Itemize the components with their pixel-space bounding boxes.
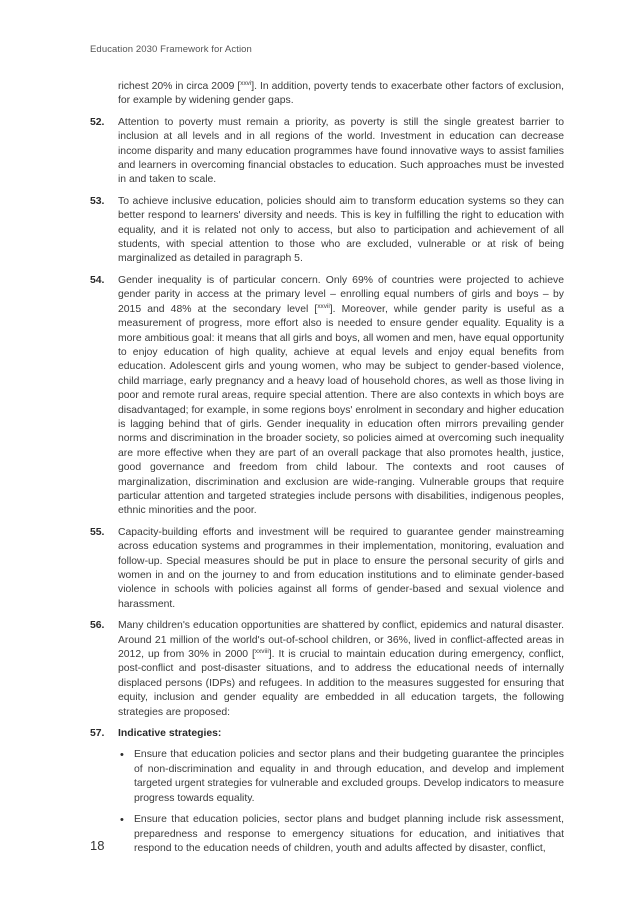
citation-ref: xxvi: [240, 80, 252, 87]
section-heading: Indicative strategies:: [118, 728, 222, 740]
citation-ref: xxvii: [317, 302, 330, 310]
paragraph-text-cont: ]. Moreover, while gender parity is useful as a measurement of progress, more effort also is needed to ensure gender equality. Equality is a more ambitious goal: it means that all girls and boys, all women and men, have equal opportunity to enjoy education of high quality, achieve at equal levels and enjoy equal benefits from education. Adolescent girls and young women, who may be subject to gender-based violence, child marriage, early pregnancy and a heavy load of household chores, as well as those living in poor and remote rural areas, require special attention. There are also contexts in which boys are disadvantaged; for example, in some regions boys' enrolment in secondary and higher education is lagging behind that of girls. Gender inequality in education often mirrors prevailing gender norms and discrimination in the broader society, so policies aimed at overcoming such inequality are more effective when they are part of an overall package that also promotes health, justice, good governance and freedom from child labour. The contexts and root causes of marginalization, discrimination and exclusion are wide-ranging. Vulnerable groups that require particular attention and targeted strategies include persons with disabilities, indigenous peoples, ethnic minorities and the poor.: [118, 303, 565, 517]
bullet-icon: •: [120, 749, 124, 762]
bullet-text: Ensure that education policies and sector plans and their budgeting guarantee the principles of non-discrimination and equality in and through education, and develop and implement targeted urgent strategies for vulnerable and excluded groups. Develop indicators to measure progress towards equality.: [134, 749, 564, 804]
paragraph-55: [90, 526, 564, 612]
paragraph-number: 54.: [90, 274, 105, 286]
paragraph-text: To achieve inclusive education, policies should aim to transform education systems so they can better respond to learners' diversity and needs. This is key in fulfilling the right to education with equality, and it is related not only to access, but also to participation and achievement of all students, with special attention to those who are excluded, vulnerable or at risk of being marginalized as detailed in paragraph 5.: [118, 195, 564, 265]
paragraph-text: Gender inequality is of particular concern. Only 69% of countries were projected to achieve gender parity in access at the primary level – enrolling equal numbers of girls and boys – by 2015 and 48% at the secondary level [: [118, 274, 564, 315]
paragraph-56: [90, 619, 564, 720]
paragraph-number: 53.: [90, 195, 105, 207]
lead-text-cont: ]. In addition, poverty tends to exacerbate other factors of exclusion, for example by widening gender gaps.: [118, 81, 564, 107]
running-head: Education 2030 Framework for Action: [90, 44, 252, 55]
citation-ref: xxviii: [254, 648, 269, 656]
page-body: [90, 80, 564, 863]
paragraph-number: 55.: [90, 526, 105, 538]
page-number: 18: [90, 838, 105, 853]
paragraph-54: [90, 274, 564, 519]
paragraph-text: Attention to poverty must remain a priority, as poverty is still the single greatest barrier to inclusion at all levels and in all regions of the world. Investment in education can decrease income disparity and many education programmes have found innovative ways to assist families and learners in overcoming financial obstacles to education. Such approaches must be invested in and taken to scale.: [118, 116, 564, 186]
paragraph-number: 57.: [90, 728, 105, 740]
lead-text: richest 20% in circa 2009 [: [118, 81, 241, 92]
paragraph-57: [90, 727, 564, 741]
bullet-icon: •: [120, 814, 124, 827]
bullet-item: [90, 748, 564, 806]
paragraph-text: Many children's education opportunities are shattered by conflict, epidemics and natural disaster. Around 21 million of the world's out-of-school children, or 36%, lived in conflict-affected areas in 2012, up from 30% in 2000 [: [118, 620, 564, 661]
paragraph-number: 56.: [90, 620, 105, 632]
paragraph-text-cont: ]. It is crucial to maintain education during emergency, conflict, post-conflict and post-disaster situations, and to address the educational needs of internally displaced persons (IDPs) and refugees. In addition to the measures suggested for ensuring that equity, inclusion and gender equality are embedded in all education targets, the following strategies are proposed:: [118, 649, 564, 718]
lead-paragraph: [90, 80, 564, 109]
paragraph-number: 52.: [90, 116, 105, 128]
paragraph-52: [90, 116, 564, 188]
bullet-text: Ensure that education policies, sector plans and budget planning include risk assessment, preparedness and response to emergency situations for education, and initiatives that respond to the education needs of children, youth and adults affected by disaster, conflict,: [134, 814, 564, 854]
bullet-item: [90, 813, 564, 856]
paragraph-text: Capacity-building efforts and investment will be required to guarantee gender mainstreaming across education systems and programmes in their implementation, monitoring, evaluation and follow-up. Special measures should be put in place to ensure the personal security of girls and women in and on the journey to and from education institutions and to eliminate gender-based violence in schools with policies against all forms of gender-based and sexual violence and harassment.: [118, 526, 564, 610]
paragraph-53: [90, 195, 564, 267]
